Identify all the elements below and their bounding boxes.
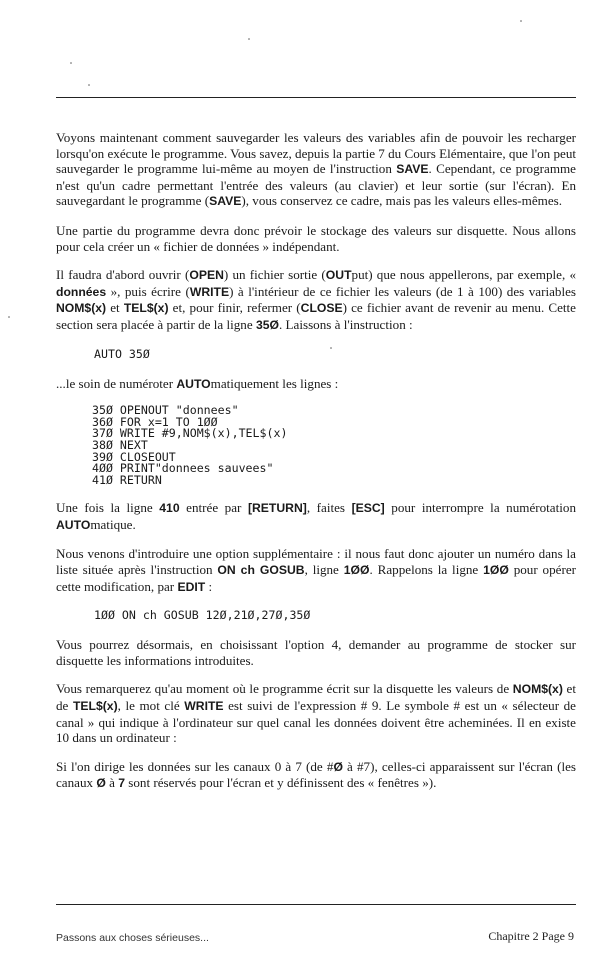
keyword-text: AUTO	[56, 517, 91, 532]
keyword-text: NOM$(x)	[512, 682, 563, 697]
keyword-text: 1ØØ	[483, 563, 509, 578]
paragraph-text: pour interrompre la numérotation	[384, 500, 576, 516]
footer-rule	[56, 904, 576, 905]
keyword-text: OPEN	[189, 268, 224, 283]
footer-page-number: Chapitre 2 Page 9	[488, 929, 574, 943]
paragraph-text: put) que nous appellerons, par exemple, «	[351, 267, 576, 283]
paragraph-text: . Laissons à l'instruction :	[279, 316, 413, 332]
paragraph-text: Voyons maintenant comment sauvegarder les valeurs des variables afin de pouvoir les recharger lorsqu'on exécute le programme. Vous savez, depuis la partie 7 du Cours Elémentaire, que l'on peut sauvegarder le programme lui-même au moyen de l'instruction	[56, 130, 576, 177]
paragraph-text: pour opérer cette modification, par	[56, 562, 576, 594]
body-paragraph	[56, 637, 576, 668]
paragraph-text: et de	[56, 681, 576, 714]
paragraph-text: à #7), celles-ci apparaissent sur l'écran (les canaux	[56, 758, 576, 791]
keyword-text: EDIT	[177, 579, 206, 594]
code-line: 4ØØ PRINT"donnees sauvees"	[92, 461, 274, 476]
paragraph-text: matiquement les lignes :	[210, 375, 339, 391]
code-line: 1ØØ ON ch GOSUB 12Ø,21Ø,27Ø,35Ø	[94, 608, 311, 623]
code-line: 36Ø FOR x=1 TO 1ØØ	[92, 414, 218, 429]
keyword-text: 35Ø	[255, 317, 279, 332]
scan-speck	[70, 62, 72, 64]
paragraph-text: Il faudra d'abord ouvrir (	[56, 267, 190, 283]
scan-speck	[248, 38, 250, 40]
keyword-text: WRITE	[189, 284, 230, 299]
keyword-text: Ø	[333, 759, 343, 774]
body-paragraph	[56, 130, 576, 210]
body-paragraph	[56, 223, 576, 254]
paragraph-text: :	[205, 578, 213, 594]
paragraph-text: ) un fichier sortie (	[223, 267, 326, 283]
code-line: 37Ø WRITE #9,NOM$(x),TEL$(x)	[92, 426, 288, 441]
paragraph-text: à	[105, 775, 119, 791]
body-paragraph	[56, 267, 576, 333]
keyword-text: WRITE	[184, 699, 224, 714]
keyword-text: SAVE	[396, 162, 429, 177]
paragraph-text: Vous pourrez désormais, en choisissant l'option 4, demander au programme de stocker sur disquette les informations introduites.	[56, 637, 576, 668]
keyword-text: 7	[118, 776, 125, 791]
keyword-text: [ESC]	[351, 501, 385, 516]
page-body	[56, 130, 576, 805]
paragraph-text: Nous venons d'introduire une option supplémentaire : il nous faut donc ajouter un numéro dans la liste située après l'instruction	[56, 546, 576, 578]
scan-speck	[8, 316, 10, 318]
keyword-text: CLOSE	[300, 301, 343, 316]
paragraph-text: . Cependant, ce programme n'est qu'un cadre permettant l'entrée des valeurs (au clavier) et leur sortie (sur l'écran). En sauvegardant le programme (	[56, 161, 576, 209]
keyword-text: 1ØØ	[343, 563, 370, 578]
paragraph-text: . Rappelons la ligne	[369, 562, 484, 578]
keyword-text: TEL$(x)	[72, 699, 118, 714]
code-listing	[92, 405, 576, 486]
keyword-text: AUTO	[176, 376, 211, 391]
paragraph-text: matique.	[90, 516, 136, 532]
code-line: 41Ø RETURN	[92, 472, 162, 487]
scan-speck	[520, 20, 522, 22]
paragraph-text: ) à l'intérieur de ce fichier les valeurs (de 1 à 100) des variables	[229, 283, 576, 299]
body-paragraph	[56, 376, 576, 393]
paragraph-text: , faites	[306, 500, 352, 516]
code-line: 39Ø CLOSEOUT	[92, 449, 176, 464]
keyword-text: SAVE	[209, 194, 242, 209]
footer-left-text: Passons aux choses sérieuses...	[56, 932, 209, 944]
paragraph-text: ), vous conservez ce cadre, mais pas les valeurs elles-mêmes.	[241, 193, 563, 209]
keyword-text: ON ch GOSUB	[217, 563, 305, 578]
keyword-text: données	[56, 284, 107, 299]
header-rule	[56, 97, 576, 98]
paragraph-text: Vous remarquerez qu'au moment où le programme écrit sur la disquette les valeurs de	[56, 681, 513, 697]
paragraph-text: entrée par	[179, 500, 248, 516]
paragraph-text: ...le soin de numéroter	[56, 375, 177, 391]
paragraph-text: Si l'on dirige les données sur les canaux 0 à 7 (de #	[56, 758, 334, 774]
body-paragraph	[56, 681, 576, 745]
keyword-text: [RETURN]	[247, 501, 307, 516]
paragraph-text: et, pour finir, refermer (	[168, 300, 301, 316]
keyword-text: NOM$(x)	[56, 301, 107, 316]
paragraph-text: , ligne	[304, 562, 344, 578]
paragraph-text: , le mot clé	[117, 698, 185, 714]
paragraph-text: est suivi de l'expression # 9. Le symbole # est un « sélecteur de canal » qui indique à l'ordinateur sur quel canal les données doivent être acheminées. Il en existe 10 dans un ordinateur :	[56, 698, 576, 746]
body-paragraph	[56, 500, 576, 533]
keyword-text: 410	[159, 501, 180, 516]
keyword-text: OUT	[325, 268, 352, 283]
paragraph-text: et	[106, 300, 124, 316]
body-paragraph	[56, 546, 576, 595]
scan-speck	[88, 84, 90, 86]
code-line: 38Ø NEXT	[92, 437, 148, 452]
paragraph-text: sont réservés pour l'écran et y définissent des « fenêtres »).	[124, 775, 437, 791]
code-listing	[94, 347, 576, 362]
code-listing	[94, 608, 576, 623]
paragraph-text: Une fois la ligne	[56, 500, 160, 516]
paragraph-text: », puis écrire (	[106, 283, 190, 299]
keyword-text: Ø	[96, 776, 106, 791]
paragraph-text: Une partie du programme devra donc prévoir le stockage des valeurs sur disquette. Nous allons pour cela créer un « fichier de données » indépendant.	[56, 222, 576, 254]
code-line: AUTO 35Ø	[94, 346, 150, 361]
body-paragraph	[56, 759, 576, 792]
keyword-text: TEL$(x)	[123, 301, 169, 316]
code-line: 35Ø OPENOUT "donnees"	[92, 403, 239, 418]
paragraph-text: ) ce fichier avant de revenir au menu. Cette section sera placée à partir de la ligne	[56, 300, 576, 332]
